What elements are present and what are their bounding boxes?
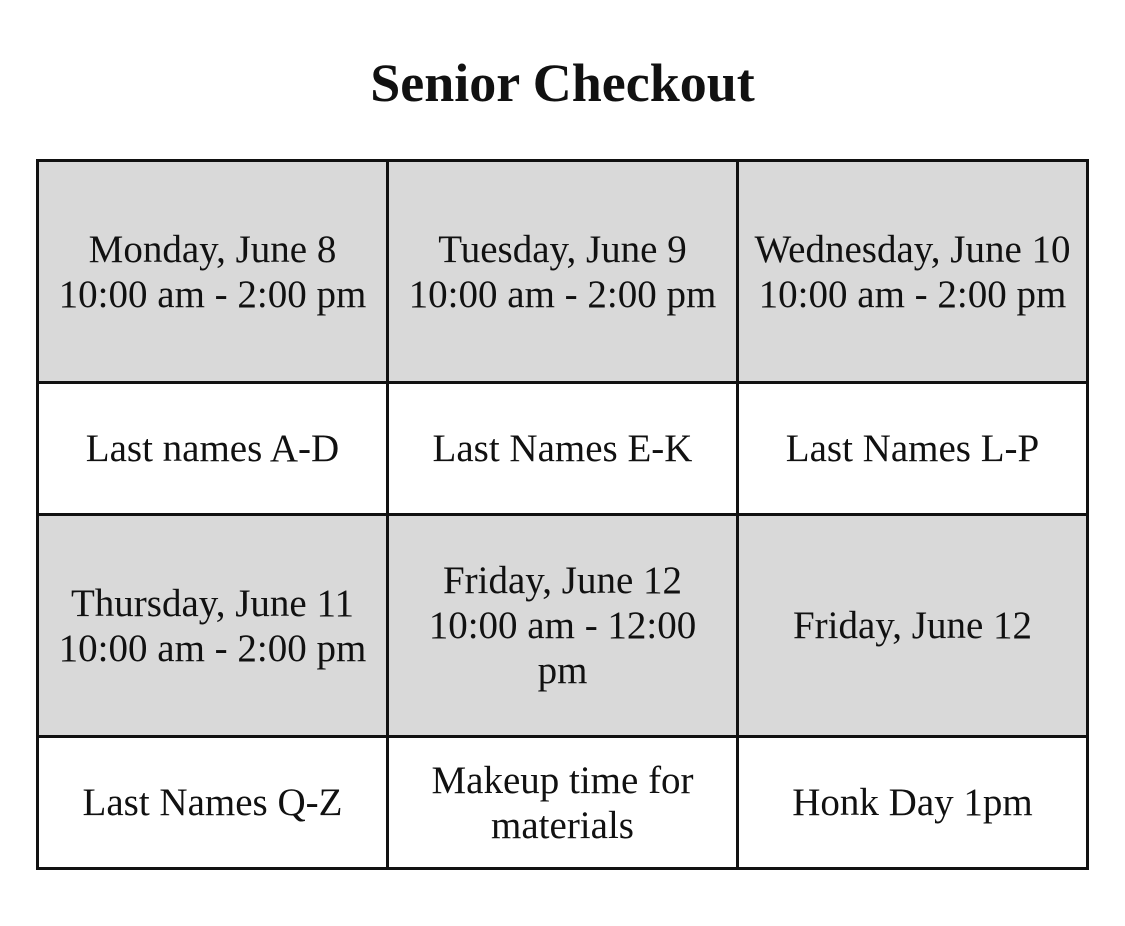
table-row [38, 515, 1088, 737]
cell-time: 10:00 am - 2:00 pm [408, 272, 717, 316]
schedule-cell-friday-honk [738, 515, 1088, 737]
group-cell-l-p: Last Names L-P [738, 383, 1088, 515]
cell-time: 10:00 am - 2:00 pm [58, 272, 367, 316]
makeup-cell: Makeup time for materials [388, 737, 738, 869]
table-row [38, 383, 1088, 515]
cell-day: Monday, June 8 [88, 227, 337, 271]
group-cell-q-z: Last Names Q-Z [38, 737, 388, 869]
cell-day: Friday, June 12 [442, 559, 683, 602]
schedule-cell-tuesday [388, 161, 738, 383]
schedule-cell-thursday [38, 515, 388, 737]
cell-time: 10:00 am - 2:00 pm [58, 626, 367, 670]
group-cell-e-k: Last Names E-K [388, 383, 738, 515]
cell-day: Thursday, June 11 [70, 581, 355, 625]
cell-day: Wednesday, June 10 [754, 227, 1071, 271]
group-cell-a-d: Last names A-D [38, 383, 388, 515]
cell-time: 10:00 am - 2:00 pm [758, 272, 1067, 316]
honk-day-cell: Honk Day 1pm [738, 737, 1088, 869]
schedule-cell-wednesday [738, 161, 1088, 383]
cell-day: Friday, June 12 [792, 604, 1033, 647]
table-row [38, 161, 1088, 383]
schedule-cell-friday-makeup [388, 515, 738, 737]
checkout-schedule-table [36, 159, 1089, 870]
schedule-cell-monday [38, 161, 388, 383]
cell-day: Tuesday, June 9 [438, 227, 687, 271]
table-row [38, 737, 1088, 869]
page-title: Senior Checkout [370, 53, 755, 113]
cell-time: 10:00 am - 12:00 pm [428, 604, 697, 692]
